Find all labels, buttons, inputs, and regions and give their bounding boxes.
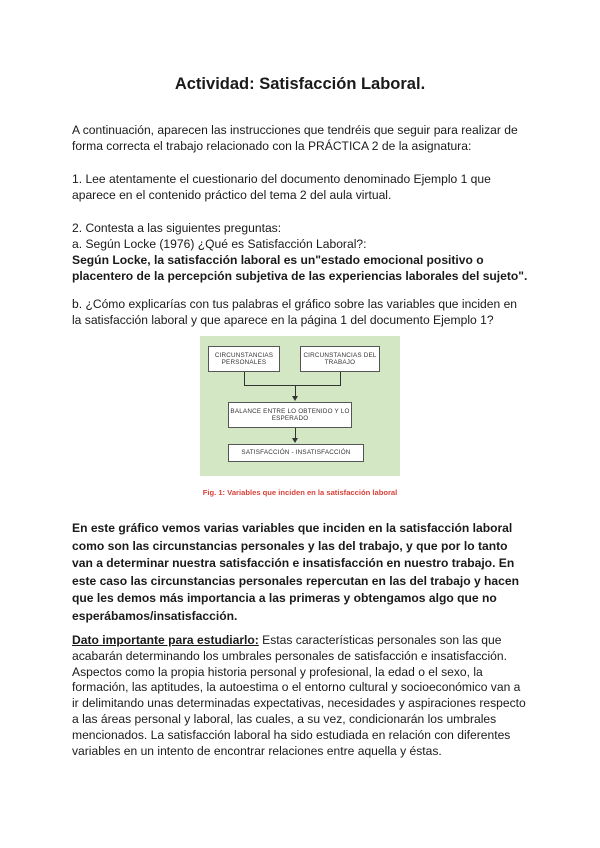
connector-left	[244, 372, 245, 385]
box-satisfaccion: SATISFACCIÓN - INSATISFACCIÓN	[228, 444, 364, 462]
arrow-down-icon	[292, 396, 298, 401]
question-b: b. ¿Cómo explicarías con tus palabras el gráfico sobre las variables que inciden en la satisfacción laboral y que aparece en la página 1 del documento Ejemplo 1?	[72, 297, 518, 328]
variables-diagram	[200, 336, 400, 476]
box-balance: BALANCE ENTRE LO OBTENIDO Y LO ESPERADO	[228, 402, 352, 428]
intro-paragraph: A continuación, aparecen las instrucciones que tendréis que seguir para realizar de forma correcta el trabajo relacionado con la PRÁCTICA 2 de la asignatura:	[72, 123, 518, 154]
answer-a: Según Locke, la satisfacción laboral es un"estado emocional positivo o placentero de la percepción subjetiva de las experiencias laborales del sujeto".	[72, 253, 528, 284]
instruction-item-1: 1. Lee atentamente el cuestionario del documento denominado Ejemplo 1 que aparece en el contenido práctico del tema 2 del aula virtual.	[72, 172, 491, 203]
instruction-item-2: 2. Contesta a las siguientes preguntas:	[72, 221, 282, 235]
dato-label: Dato importante para estudiarlo:	[72, 633, 259, 647]
connector-join	[244, 385, 341, 386]
answer-b: En este gráfico vemos varias variables que inciden en la satisfacción laboral como son las circunstancias personales y las del trabajo, y que por lo tanto van a determinar nuestra satisfacción e insatisfacción en nuestro trabajo. En este caso las circunstancias personales repercutan en las del trabajo y hacen que les demos más importancia a las primeras y obtengamos algo que no esperábamos/insatisfacción.	[72, 521, 520, 623]
figure-caption: Fig. 1: Variables que inciden en la satisfacción laboral	[202, 488, 398, 497]
arrow-down-icon	[292, 438, 298, 443]
question-a: a. Según Locke (1976) ¿Qué es Satisfacción Laboral?:	[72, 237, 367, 251]
box-circunstancias-personales: CIRCUNSTANCIAS PERSONALES	[208, 346, 280, 372]
dato-paragraph	[72, 633, 528, 759]
document-title: Actividad: Satisfacción Laboral.	[174, 75, 426, 93]
connector-right	[340, 372, 341, 385]
dato-text: Estas características personales son las que acabarán determinando los umbrales personales de satisfacción e insatisfacción. Aspectos como la propia historia personal y profesional, la edad o el sexo, la formación, las aptitudes, la autoestima o el entorno cultural y socioeconómico van a ir delimitando unas determinadas expectativas, necesidades y aspiraciones respecto a las áreas personal y laboral, las cuales, a su vez, condicionarán los umbrales mencionados. La satisfacción laboral ha sido estudiada en relación con diferentes variables en un intento de encontrar relaciones entre aquella y éstas.	[72, 633, 526, 758]
box-circunstancias-trabajo: CIRCUNSTANCIAS DEL TRABAJO	[300, 346, 380, 372]
